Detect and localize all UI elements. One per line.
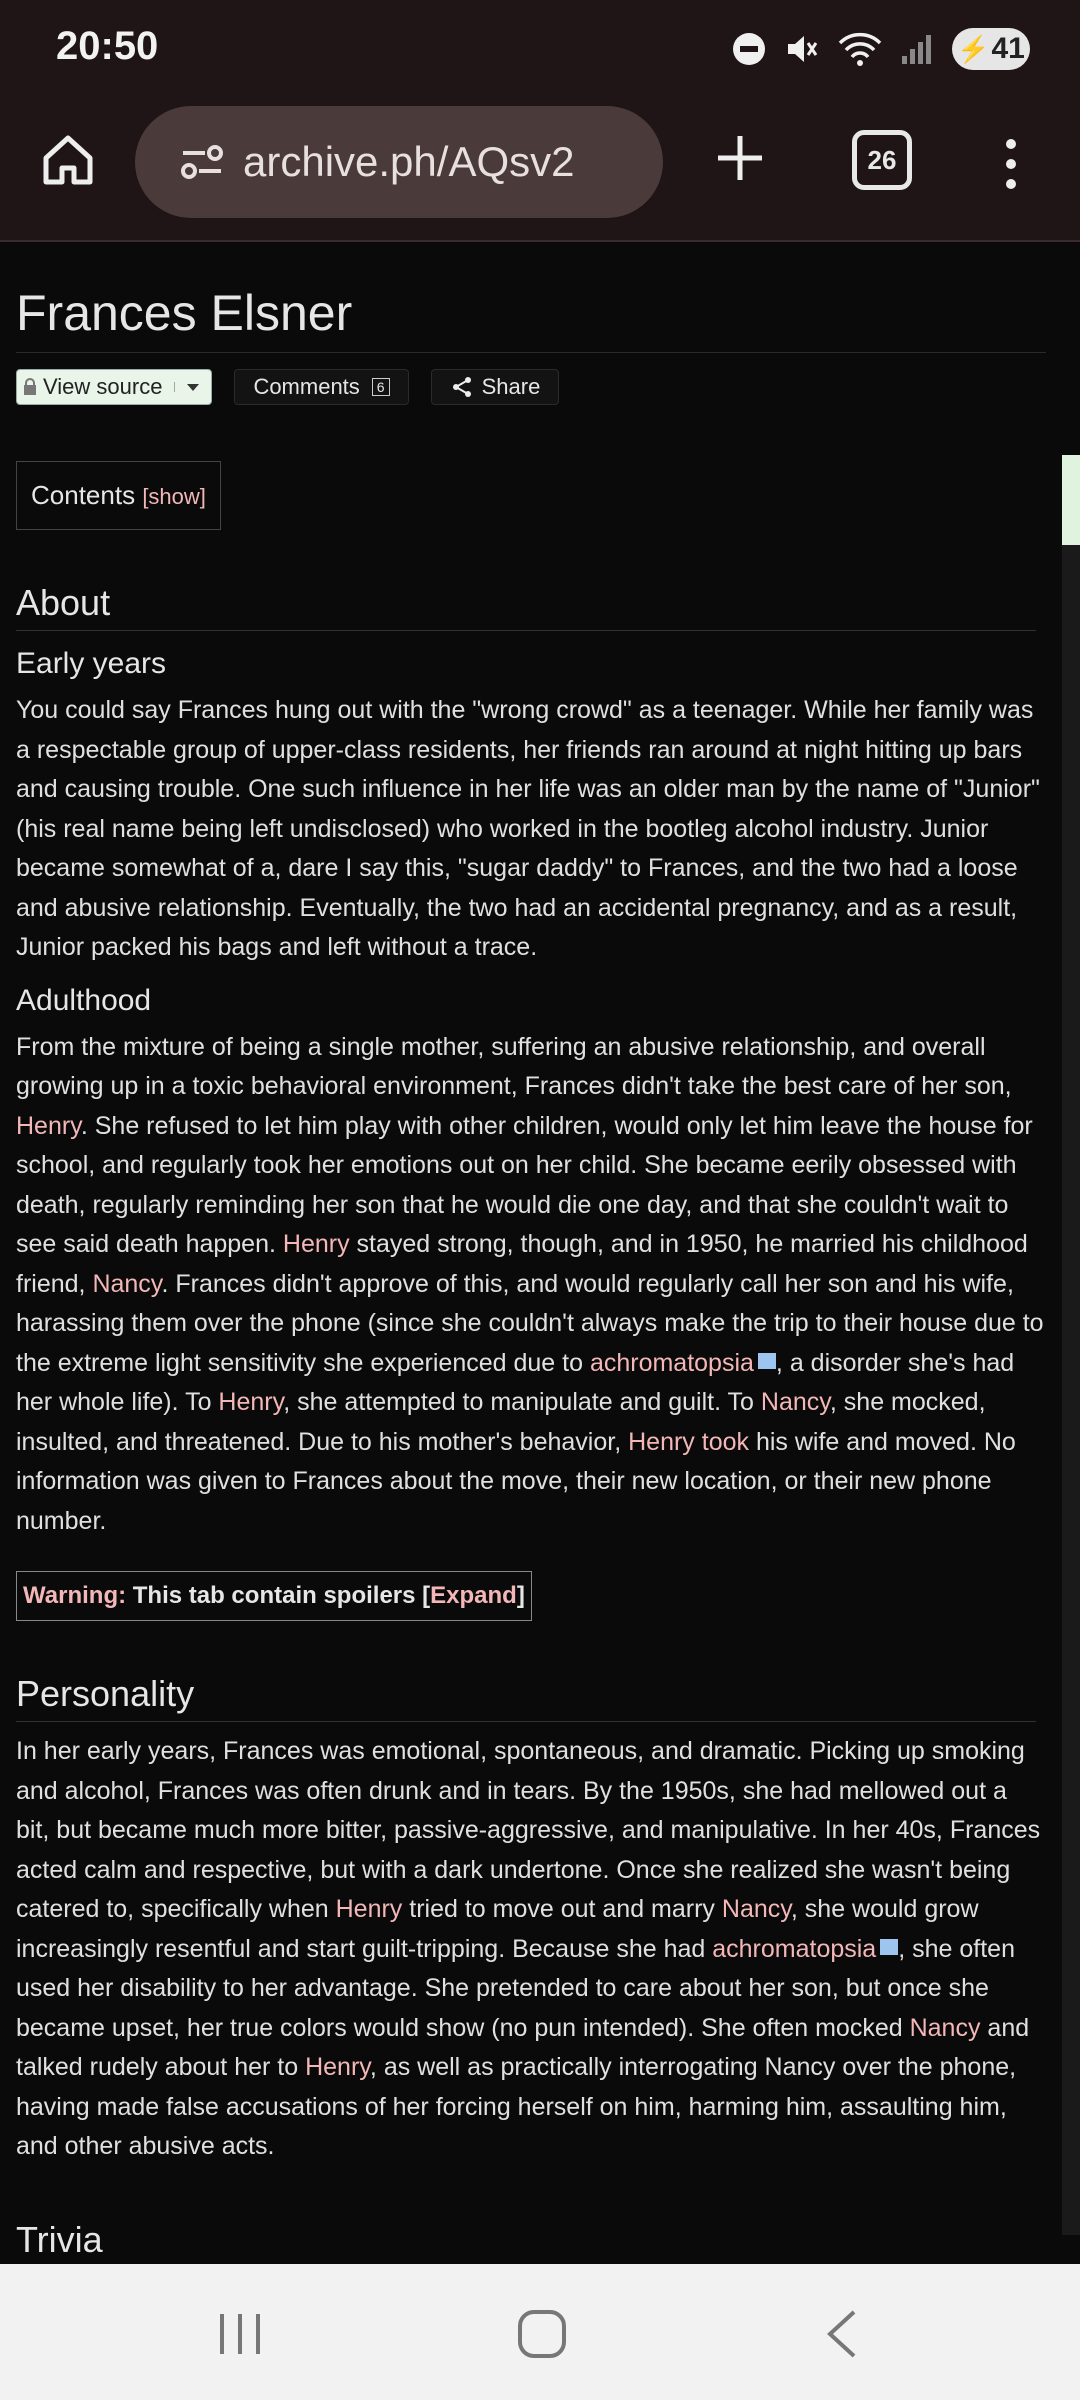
back-icon[interactable] [816,2306,872,2362]
text: , as well as practically interrogating Nancy over the phone, having made false accusations of her forcing herself on him, harming him, assaulting him, and other abusive acts. [16,2053,1017,2160]
status-icons [732,28,1030,70]
section-heading-adulthood: Adulthood [16,983,152,1017]
section-heading-early-years: Early years [16,647,167,680]
adulthood-paragraph [16,1028,1046,1542]
home-nav-icon[interactable] [514,2306,570,2362]
link-henry[interactable]: Henry [305,2053,370,2081]
text: his wife and moved. No information was given to Frances about the move, their new location, or their new phone number. [16,1427,1016,1535]
comments-label: Comments [253,374,360,399]
personality-paragraph [16,1732,1046,2167]
charging-icon: ⚡ [957,33,990,64]
url-text[interactable]: archive.ph/AQsv2 [243,138,575,185]
article-actions [16,369,1046,405]
text: In her early years, Frances was emotional, spontaneous, and dramatic. Picking up smoking and alcohol, Frances was often drunk and in tears. By the 1950s, she had mellowed out a bit, but became much more bitter, passive-aggressive, and manipulative. In her 40s, Frances acted calm and respective, but with a dark undertone. Once she realized she wasn't being catered to, specifically when [16,1737,1041,1923]
tab-switcher-button[interactable]: 26 [852,130,912,190]
view-source-label: View source [43,374,163,399]
comments-count: 6 [372,378,390,396]
expand-link[interactable]: Expand [430,1582,517,1609]
system-navigation-bar [0,2264,1080,2400]
link-henry[interactable]: Henry [282,1230,350,1258]
text: and talked rudely about her to [16,2013,1030,2081]
link-nancy[interactable]: Nancy [760,1388,830,1416]
spoiler-warning-box [16,1571,532,1621]
link-nancy[interactable]: Nancy [92,1269,162,1298]
share-icon [450,375,474,399]
status-bar [0,0,1080,100]
address-bar[interactable] [135,106,663,218]
side-image-strip [1062,455,1080,2235]
link-achromatopsia[interactable]: achromatopsia [712,1934,877,1963]
warning-text: This tab contain spoilers [ [126,1582,431,1609]
text: , a disorder she's had her whole life). To [16,1348,1015,1416]
recent-apps-icon[interactable] [212,2306,268,2362]
text: tried to move out and marry [402,1895,722,1923]
warning-close: ] [516,1582,525,1609]
home-icon[interactable] [38,130,98,190]
text: stayed strong, though, and in 1950, he married his childhood friend, [16,1230,1028,1298]
link-henry[interactable]: Henry [16,1111,81,1140]
status-time: 20:50 [56,24,159,68]
early-years-paragraph: You could say Frances hung out with the "wrong crowd" as a teenager. While her family was a respectable group of upper-class residents, her friends ran around at night hitting up bars and causing trouble. One such influence in her life was an older man by the name of "Junior" (his real name being left undisclosed) who worked in the bootleg alcohol industry. Junior became somewhat of a, dare I say this, "sugar daddy" to Frances, and the two had a loose and abusive relationship. Eventually, the two had an accidental pregnancy, and as a result, Junior packed his bags and left without a trace. [16,696,1040,961]
text: , she mocked, insulted, and threatened. Due to his mother's behavior, [16,1388,986,1456]
contents-toggle[interactable]: [show] [142,484,206,509]
site-settings-icon[interactable] [175,135,229,189]
section-heading-personality: Personality [16,1673,1036,1722]
text: . She refused to let him play with other children, would only let him leave the house for school, and regularly took her emotions out on her child. She became eerily obsessed with death, regularly reminding her son that he would die one day, and that she couldn't wait to see said death happen. [16,1111,1033,1258]
article-page [0,242,1062,2264]
view-source-button[interactable] [16,369,212,405]
text: , she often used her disability to her advantage. She pretended to care about her son, but once she became upset, her true colors would show (no pun intended). She often mocked [16,1934,1015,2042]
link-henry-took[interactable]: Henry took [628,1427,749,1456]
link-nancy[interactable]: Nancy [909,2013,981,2042]
battery-indicator [952,28,1030,70]
section-heading-trivia: Trivia [16,2218,103,2260]
text: , she would grow increasingly resentful and start guilt-tripping. Because she had [16,1895,979,1963]
wifi-icon [838,31,882,67]
contents-label: Contents [31,480,136,510]
text: , she attempted to manipulate and guilt. To [283,1388,761,1416]
page-title: Frances Elsner [16,284,1046,353]
link-achromatopsia[interactable]: achromatopsia [589,1348,754,1377]
signal-icon [900,32,934,66]
new-tab-icon[interactable] [710,128,770,188]
section-heading-about: About [16,582,1036,631]
battery-level: 41 [991,32,1025,65]
warning-label: Warning: [23,1582,127,1609]
external-link-icon [758,1353,776,1369]
more-menu-icon[interactable] [996,134,1026,194]
text: . Frances didn't approve of this, and would regularly call her son and his wife, harassing them over the phone (since she couldn't always make the trip to their house due to the extreme light sensitivity she experienced due to [16,1269,1044,1377]
side-image-highlight [1062,455,1080,545]
mute-icon [784,31,820,67]
text: From the mixture of being a single mother, suffering an abusive relationship, and overall growing up in a toxic behavioral environment, Frances didn't take the best care of her son, [16,1032,1012,1100]
browser-toolbar [0,100,1080,242]
chevron-down-icon [186,382,200,392]
table-of-contents [16,461,221,530]
do-not-disturb-icon [732,32,766,66]
link-henry[interactable]: Henry [218,1388,284,1416]
comments-button[interactable] [234,369,408,405]
share-label: Share [481,374,541,399]
share-button[interactable] [431,369,560,405]
link-nancy[interactable]: Nancy [721,1895,791,1923]
link-henry[interactable]: Henry [335,1895,403,1923]
lock-icon [23,378,37,396]
external-link-icon [880,1939,898,1955]
view-source-dropdown[interactable] [174,382,211,392]
